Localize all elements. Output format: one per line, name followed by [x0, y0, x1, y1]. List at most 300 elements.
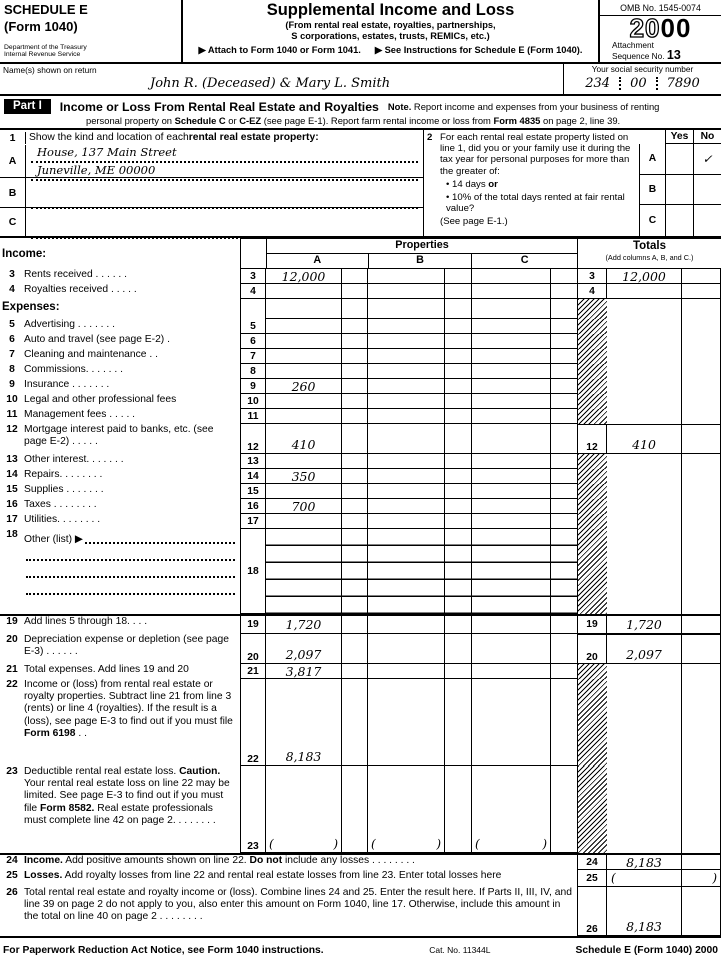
line-24-total-number-box: 24	[577, 855, 607, 870]
line-8-property-a-cents[interactable]	[341, 364, 367, 379]
line-13-property-b-cents[interactable]	[444, 454, 471, 469]
line-7-property-b-cents[interactable]	[444, 349, 471, 364]
answer-a-no-cell[interactable]: ✓	[693, 144, 721, 175]
line-21-totals-shaded	[577, 664, 607, 679]
line-18-property-b-amount[interactable]	[367, 529, 444, 614]
line-15-property-b-cents[interactable]	[444, 484, 471, 499]
line-11-total-amount	[607, 409, 681, 424]
line-13-property-c-amount[interactable]	[471, 454, 550, 469]
line-22-property-b-cents[interactable]	[444, 679, 471, 766]
line-16-property-b-amount[interactable]	[367, 499, 444, 514]
line-4-property-c-cents[interactable]	[550, 284, 577, 299]
line-expenses-header-property-b-amount[interactable]	[367, 299, 444, 319]
line-8-total-amount	[607, 364, 681, 379]
line-8-property-b-amount[interactable]	[367, 364, 444, 379]
line-number-spacer	[240, 299, 266, 319]
column-a-header: A	[267, 254, 368, 269]
line-17-label: 17 Utilities. . . . . . . .	[6, 514, 101, 525]
line-19-total-amount[interactable]: 1,720	[607, 616, 681, 634]
line-19-property-b-amount[interactable]	[367, 616, 444, 634]
line-6-property-a-cents[interactable]	[341, 334, 367, 349]
answer-b-no-cell[interactable]	[693, 175, 721, 206]
line-22-property-c-amount[interactable]	[471, 679, 550, 766]
line-25-total-cents[interactable]: )	[681, 870, 721, 887]
line-10-property-c-cents[interactable]	[550, 394, 577, 409]
line-14-property-b-cents[interactable]	[444, 469, 471, 484]
line-15-property-a-cents[interactable]	[341, 484, 367, 499]
no-column-header: No	[693, 130, 721, 144]
column-b-header: B	[368, 254, 472, 269]
row-line-26	[0, 887, 721, 936]
line-12-total-cents[interactable]	[681, 424, 721, 454]
line-23-property-b-amount[interactable]: ( )	[367, 766, 444, 853]
part1-tag: Part I	[4, 99, 51, 114]
line-expenses-header-property-a-cents[interactable]	[341, 299, 367, 319]
line-17-property-c-amount[interactable]	[471, 514, 550, 529]
line-20-property-a-amount[interactable]: 2,097	[266, 634, 341, 664]
line-13-label: 13 Other interest. . . . . . .	[6, 454, 124, 465]
form-subtitle: (From rental real estate, royalties, partnerships, S corporations, estates, trusts, REMICs, etc.)	[285, 20, 496, 41]
line-6-property-b-amount[interactable]	[367, 334, 444, 349]
attach-note: ▶ Attach to Form 1040 or Form 1041.	[198, 45, 361, 55]
line-18-property-c-amount[interactable]	[471, 529, 550, 614]
row-line-23	[0, 766, 721, 853]
part1-note-line1: Note. Report income and expenses from your business of renting	[387, 101, 660, 112]
property-c-address-line[interactable]	[31, 221, 418, 239]
line-18-total-amount	[607, 529, 681, 614]
line-17-totals-shaded	[577, 514, 607, 529]
row-line-4	[0, 284, 721, 299]
line-8-property-c-amount[interactable]	[471, 364, 550, 379]
line-expenses-header-property-c-amount[interactable]	[471, 299, 550, 319]
answer-c-yes-cell[interactable]	[665, 205, 693, 236]
line-24-total-cents[interactable]	[681, 855, 721, 870]
line-18-label: 18 Other (list) ▶	[0, 529, 240, 614]
line-6-property-b-cents[interactable]	[444, 334, 471, 349]
line-3-property-b-amount[interactable]	[367, 269, 444, 284]
line-8-property-b-cents[interactable]	[444, 364, 471, 379]
line-20-total-amount[interactable]: 2,097	[607, 634, 681, 664]
line-22-property-b-amount[interactable]	[367, 679, 444, 766]
line-12-property-c-cents[interactable]	[550, 424, 577, 454]
part1-note-line2: personal property on Schedule C or C-EZ (see page E-1). Report farm rental income or loss from Form 4835 on page 2, line 39.	[86, 115, 621, 126]
line2-text: For each rental real estate property listed on line 1, did you or your family use it during the tax year for personal purposes for more than the greater of:	[440, 132, 631, 177]
ssn-separator	[619, 77, 621, 90]
row-line-6	[0, 334, 721, 349]
line-19-property-c-cents[interactable]	[550, 616, 577, 634]
line-expenses-header-property-a-amount[interactable]	[266, 299, 341, 319]
line-21-property-a-cents[interactable]	[341, 664, 367, 679]
line-9-property-c-cents[interactable]	[550, 379, 577, 394]
line-9-property-a-cents[interactable]	[341, 379, 367, 394]
property-b-entry[interactable]	[26, 178, 423, 207]
agency-name: Department of the Treasury Internal Revenue Service	[4, 43, 87, 59]
line-4-total-cents[interactable]	[681, 284, 721, 299]
property-a-row	[0, 145, 423, 178]
line-13-property-c-cents[interactable]	[550, 454, 577, 469]
line-3-property-a-amount[interactable]: 12,000	[266, 269, 341, 284]
line-19-label: 19 Add lines 5 through 18. . . .	[6, 616, 148, 627]
line-3-property-a-cents[interactable]	[341, 269, 367, 284]
line-15-totals-shaded	[577, 484, 607, 499]
line-26-total-number-box: 26	[577, 887, 607, 936]
line-16-property-a-cents[interactable]	[341, 499, 367, 514]
line-18-totals-shaded	[577, 529, 607, 614]
line-22-property-a-cents[interactable]	[341, 679, 367, 766]
line-7-property-b-amount[interactable]	[367, 349, 444, 364]
property-c-letter: C	[0, 208, 26, 236]
line-17-property-a-cents[interactable]	[341, 514, 367, 529]
line-12-property-b-cents[interactable]	[444, 424, 471, 454]
line-3-property-c-amount[interactable]	[471, 269, 550, 284]
answer-a-letter: A	[639, 144, 665, 175]
line-5-total-amount	[607, 319, 681, 334]
yes-column-header: Yes	[665, 130, 693, 144]
form-header	[0, 0, 721, 64]
line2-see-page: (See page E-1.)	[440, 216, 508, 228]
attachment-sequence: Attachment Sequence No. 13	[612, 40, 681, 62]
line-22-number-box: 22	[240, 679, 266, 766]
row-line-12	[0, 424, 721, 454]
line-16-property-a-amount[interactable]: 700	[266, 499, 341, 514]
line-23-property-c-amount[interactable]: ( )	[471, 766, 550, 853]
line-23-property-a-amount[interactable]: ( )	[266, 766, 341, 853]
line-9-property-b-amount[interactable]	[367, 379, 444, 394]
line-9-totals-shaded	[577, 379, 607, 394]
line-19-property-c-amount[interactable]	[471, 616, 550, 634]
line-17-total-amount	[607, 514, 681, 529]
line-3-property-c-cents[interactable]	[550, 269, 577, 284]
line-23-property-b-cents[interactable]	[444, 766, 471, 853]
table-body	[0, 269, 721, 938]
line-20-property-c-amount[interactable]	[471, 634, 550, 664]
line-7-property-c-amount[interactable]	[471, 349, 550, 364]
line-8-property-c-cents[interactable]	[550, 364, 577, 379]
line-4-property-a-amount[interactable]	[266, 284, 341, 299]
line-6-label: 6 Auto and travel (see page E-2) .	[9, 334, 170, 345]
row-line-5	[0, 319, 721, 334]
tax-year: 2000	[629, 13, 692, 43]
line-9-number-box: 9	[240, 379, 266, 394]
property-c-row	[0, 208, 423, 236]
properties-header-block	[266, 239, 577, 269]
row-line-24	[0, 853, 721, 870]
line-9-property-a-amount[interactable]: 260	[266, 379, 341, 394]
line-6-property-c-cents[interactable]	[550, 334, 577, 349]
name-field[interactable]	[0, 64, 563, 94]
line-14-label: 14 Repairs. . . . . . . .	[6, 469, 103, 480]
line-23-totals-shaded	[577, 766, 607, 853]
line-21-property-c-cents[interactable]	[550, 664, 577, 679]
line-15-label: 15 Supplies . . . . . . .	[6, 484, 104, 495]
name-label: Name(s) shown on return	[3, 65, 97, 75]
answer-b-letter: B	[639, 175, 665, 206]
line-16-total-amount	[607, 499, 681, 514]
line-26-total-cents[interactable]	[681, 887, 721, 936]
line-16-property-c-cents[interactable]	[550, 499, 577, 514]
name-value[interactable]: John R. (Deceased) & Mary L. Smith	[150, 76, 391, 91]
line-16-totals-shaded	[577, 499, 607, 514]
line-expenses-header-property-b-cents[interactable]	[444, 299, 471, 319]
line-8-label: 8 Commissions. . . . . . .	[9, 364, 123, 375]
line-12-total-amount[interactable]: 410	[607, 424, 681, 454]
line-10-property-b-amount[interactable]	[367, 394, 444, 409]
line-4-property-b-amount[interactable]	[367, 284, 444, 299]
line-10-property-a-amount[interactable]	[266, 394, 341, 409]
line-5-number-box: 5	[240, 319, 266, 334]
row-line-16	[0, 499, 721, 514]
line-13-total-cents	[681, 454, 721, 469]
line-21-label: 21 Total expenses. Add lines 19 and 20	[6, 664, 189, 675]
line-19-property-a-amount[interactable]: 1,720	[266, 616, 341, 634]
line-13-totals-shaded	[577, 454, 607, 469]
line-14-total-cents	[681, 469, 721, 484]
line-3-property-b-cents[interactable]	[444, 269, 471, 284]
line-22-property-c-cents[interactable]	[550, 679, 577, 766]
form-title: Supplemental Income and Loss	[266, 1, 515, 19]
line-24-total-amount[interactable]: 8,183	[607, 855, 681, 870]
line-13-property-a-amount[interactable]	[266, 454, 341, 469]
line-21-property-a-amount[interactable]: 3,817	[266, 664, 341, 679]
line-11-property-c-cents[interactable]	[550, 409, 577, 424]
line-21-property-b-cents[interactable]	[444, 664, 471, 679]
line-5-property-c-cents[interactable]	[550, 319, 577, 334]
row-line-10	[0, 394, 721, 409]
row-line-13	[0, 454, 721, 469]
line-20-property-c-cents[interactable]	[550, 634, 577, 664]
line-25-label: 25 Losses. Add royalty losses from line 22 and rental real estate losses from line 23. Enter total losses here	[6, 870, 502, 881]
line-10-property-b-cents[interactable]	[444, 394, 471, 409]
line-21-property-b-amount[interactable]	[367, 664, 444, 679]
line-7-property-c-cents[interactable]	[550, 349, 577, 364]
line-24-label: 24 Income. Add positive amounts shown on line 22. Do not include any losses . . . . . . . .	[6, 855, 415, 866]
line-19-property-a-cents[interactable]	[341, 616, 367, 634]
line-9-property-c-amount[interactable]	[471, 379, 550, 394]
line-21-number-box: 21	[240, 664, 266, 679]
schedule-title: SCHEDULE E	[4, 2, 88, 17]
line-10-property-a-cents[interactable]	[341, 394, 367, 409]
line-16-label: 16 Taxes . . . . . . . .	[6, 499, 97, 510]
line1-property-list	[0, 130, 424, 236]
yes-no-grid	[639, 130, 721, 236]
line-21-property-c-amount[interactable]	[471, 664, 550, 679]
line-16-number-box: 16	[240, 499, 266, 514]
line-12-total-number-box: 12	[577, 424, 607, 454]
line-10-property-c-amount[interactable]	[471, 394, 550, 409]
line-19-total-cents[interactable]	[681, 616, 721, 634]
line-14-number-box: 14	[240, 469, 266, 484]
line-5-property-b-cents[interactable]	[444, 319, 471, 334]
line-14-totals-shaded	[577, 469, 607, 484]
line-17-number-box: 17	[240, 514, 266, 529]
paperwork-notice: For Paperwork Reduction Act Notice, see Form 1040 instructions.	[3, 945, 324, 956]
part1-heading: Income or Loss From Rental Real Estate and Royalties	[59, 99, 379, 114]
line-20-total-number-box: 20	[577, 634, 607, 664]
line-20-total-cents[interactable]	[681, 634, 721, 664]
ssn-field[interactable]	[563, 64, 721, 94]
answer-b-yes-cell[interactable]	[665, 175, 693, 206]
line-6-number-box: 6	[240, 334, 266, 349]
line-5-property-c-amount[interactable]	[471, 319, 550, 334]
line-6-totals-shaded	[577, 334, 607, 349]
line-15-number-box: 15	[240, 484, 266, 499]
line-expenses-header-property-c-cents[interactable]	[550, 299, 577, 319]
line-23-property-c-cents[interactable]	[550, 766, 577, 853]
name-ssn-row	[0, 64, 721, 96]
line-8-property-a-amount[interactable]	[266, 364, 341, 379]
line-15-property-c-amount[interactable]	[471, 484, 550, 499]
line-6-property-a-amount[interactable]	[266, 334, 341, 349]
line-14-property-a-amount[interactable]: 350	[266, 469, 341, 484]
row-line-9	[0, 379, 721, 394]
line-15-property-a-amount[interactable]	[266, 484, 341, 499]
row-line-19	[0, 614, 721, 634]
line-expenses-header-total-cents	[681, 299, 721, 319]
form-footer	[0, 945, 721, 956]
line-11-total-cents	[681, 409, 721, 424]
line-6-property-c-amount[interactable]	[471, 334, 550, 349]
line-9-total-cents	[681, 379, 721, 394]
line2-bullet-10-percent: • 10% of the total days rented at fair rental value?	[446, 192, 625, 215]
property-c-entry[interactable]	[26, 208, 423, 236]
line-14-property-b-amount[interactable]	[367, 469, 444, 484]
income-section-label: Income:	[2, 247, 47, 260]
line-8-totals-shaded	[577, 364, 607, 379]
expenses-section-label: Expenses:	[2, 301, 60, 313]
line-16-property-b-cents[interactable]	[444, 499, 471, 514]
line-11-property-c-amount[interactable]	[471, 409, 550, 424]
answer-a-yes-cell[interactable]	[665, 144, 693, 175]
line-7-totals-shaded	[577, 349, 607, 364]
line-18-property-a-cents[interactable]	[341, 529, 367, 614]
line-15-total-amount	[607, 484, 681, 499]
table-header	[0, 238, 721, 269]
line-14-property-c-amount[interactable]	[471, 469, 550, 484]
line-11-property-a-amount[interactable]	[266, 409, 341, 424]
line-26-label: 26 Total rental real estate and royalty income or (loss). Combine lines 24 and 25. Enter the result here. If Parts II, III, IV, and line 39 on page 2 do not apply to you, also enter this amount on Form 1040, line 17. Otherwise, include this amount in the total on line 40 on page 2 . . . . . . . .	[6, 887, 572, 923]
line-11-property-a-cents[interactable]	[341, 409, 367, 424]
line-3-total-number-box: 3	[577, 269, 607, 284]
line-11-number-box: 11	[240, 409, 266, 424]
line-19-number-box: 19	[240, 616, 266, 634]
line-20-property-b-cents[interactable]	[444, 634, 471, 664]
see-instructions-note: ▶ See Instructions for Schedule E (Form 1040).	[374, 45, 583, 55]
line-23-property-a-cents[interactable]	[341, 766, 367, 853]
property-a-entry[interactable]	[26, 145, 423, 177]
totals-header: Totals	[632, 240, 666, 252]
line-7-total-amount	[607, 349, 681, 364]
line-10-total-cents	[681, 394, 721, 409]
line-20-number-box: 20	[240, 634, 266, 664]
line-4-property-a-cents[interactable]	[341, 284, 367, 299]
line-13-property-a-cents[interactable]	[341, 454, 367, 469]
line-5-property-a-cents[interactable]	[341, 319, 367, 334]
line2-number: 2	[427, 132, 433, 143]
property-b-row	[0, 178, 423, 208]
line-5-total-cents	[681, 319, 721, 334]
line-10-totals-shaded	[577, 394, 607, 409]
line-15-property-c-cents[interactable]	[550, 484, 577, 499]
line2-question	[424, 130, 639, 236]
line-14-property-c-cents[interactable]	[550, 469, 577, 484]
row-line-20	[0, 634, 721, 664]
line-5-totals-shaded	[577, 319, 607, 334]
line-26-total-amount[interactable]: 8,183	[607, 887, 681, 936]
line-17-property-c-cents[interactable]	[550, 514, 577, 529]
property-a-address-line1[interactable]: House, 137 Main Street	[31, 145, 418, 163]
line-12-number-box: 12	[240, 424, 266, 454]
row-line-15	[0, 484, 721, 499]
line-4-label: 4 Royalties received . . . . .	[9, 284, 137, 295]
line-5-label: 5 Advertising . . . . . . .	[9, 319, 115, 330]
line-11-property-b-amount[interactable]	[367, 409, 444, 424]
line-17-property-b-amount[interactable]	[367, 514, 444, 529]
line-4-property-b-cents[interactable]	[444, 284, 471, 299]
line-25-total-amount[interactable]: (	[607, 870, 681, 887]
line-15-property-b-amount[interactable]	[367, 484, 444, 499]
totals-subheader: (Add columns A, B, and C.)	[605, 253, 694, 262]
line-5-property-b-amount[interactable]	[367, 319, 444, 334]
row-line-21	[0, 664, 721, 679]
line-17-property-b-cents[interactable]	[444, 514, 471, 529]
line-4-property-c-amount[interactable]	[471, 284, 550, 299]
line-12-property-a-amount[interactable]: 410	[266, 424, 341, 454]
row-line-8	[0, 364, 721, 379]
line-14-property-a-cents[interactable]	[341, 469, 367, 484]
line-12-property-c-amount[interactable]	[471, 424, 550, 454]
line-12-property-b-amount[interactable]	[367, 424, 444, 454]
line-18-property-a-amount[interactable]	[266, 529, 341, 614]
row-line-17	[0, 514, 721, 529]
line-11-property-b-cents[interactable]	[444, 409, 471, 424]
line-7-property-a-cents[interactable]	[341, 349, 367, 364]
line-13-property-b-amount[interactable]	[367, 454, 444, 469]
line-9-property-b-cents[interactable]	[444, 379, 471, 394]
row-line-expenses-header	[0, 299, 721, 319]
line-expenses-header-totals-shaded	[577, 299, 607, 319]
line-23-total-amount	[607, 766, 681, 853]
line-17-property-a-amount[interactable]	[266, 514, 341, 529]
line-4-total-amount[interactable]	[607, 284, 681, 299]
answer-c-no-cell[interactable]	[693, 205, 721, 236]
line-23-total-cents	[681, 766, 721, 853]
line-9-label: 9 Insurance . . . . . . .	[9, 379, 110, 390]
property-a-address-line2[interactable]: Juneville, ME 00000	[31, 163, 418, 181]
line-3-total-amount[interactable]: 12,000	[607, 269, 681, 284]
answer-c-letter: C	[639, 205, 665, 236]
row-line-22	[0, 679, 721, 766]
line-16-property-c-amount[interactable]	[471, 499, 550, 514]
row-line-11	[0, 409, 721, 424]
line-15-total-cents	[681, 484, 721, 499]
line-20-property-a-cents[interactable]	[341, 634, 367, 664]
line-4-number-box: 4	[240, 284, 266, 299]
property-b-address-line[interactable]	[31, 191, 418, 209]
line-18-property-b-cents[interactable]	[444, 529, 471, 614]
line-3-total-cents[interactable]	[681, 269, 721, 284]
line-20-property-b-amount[interactable]	[367, 634, 444, 664]
line-6-total-cents	[681, 334, 721, 349]
line-12-property-a-cents[interactable]	[341, 424, 367, 454]
line-7-property-a-amount[interactable]	[266, 349, 341, 364]
ssn-value[interactable]: 234 00 7890	[585, 76, 700, 91]
line-18-property-c-cents[interactable]	[550, 529, 577, 614]
line-19-property-b-cents[interactable]	[444, 616, 471, 634]
line-7-number-box: 7	[240, 349, 266, 364]
line-5-property-a-amount[interactable]	[266, 319, 341, 334]
line-18-number-box: 18	[240, 529, 266, 614]
line-22-property-a-amount[interactable]: 8,183	[266, 679, 341, 766]
